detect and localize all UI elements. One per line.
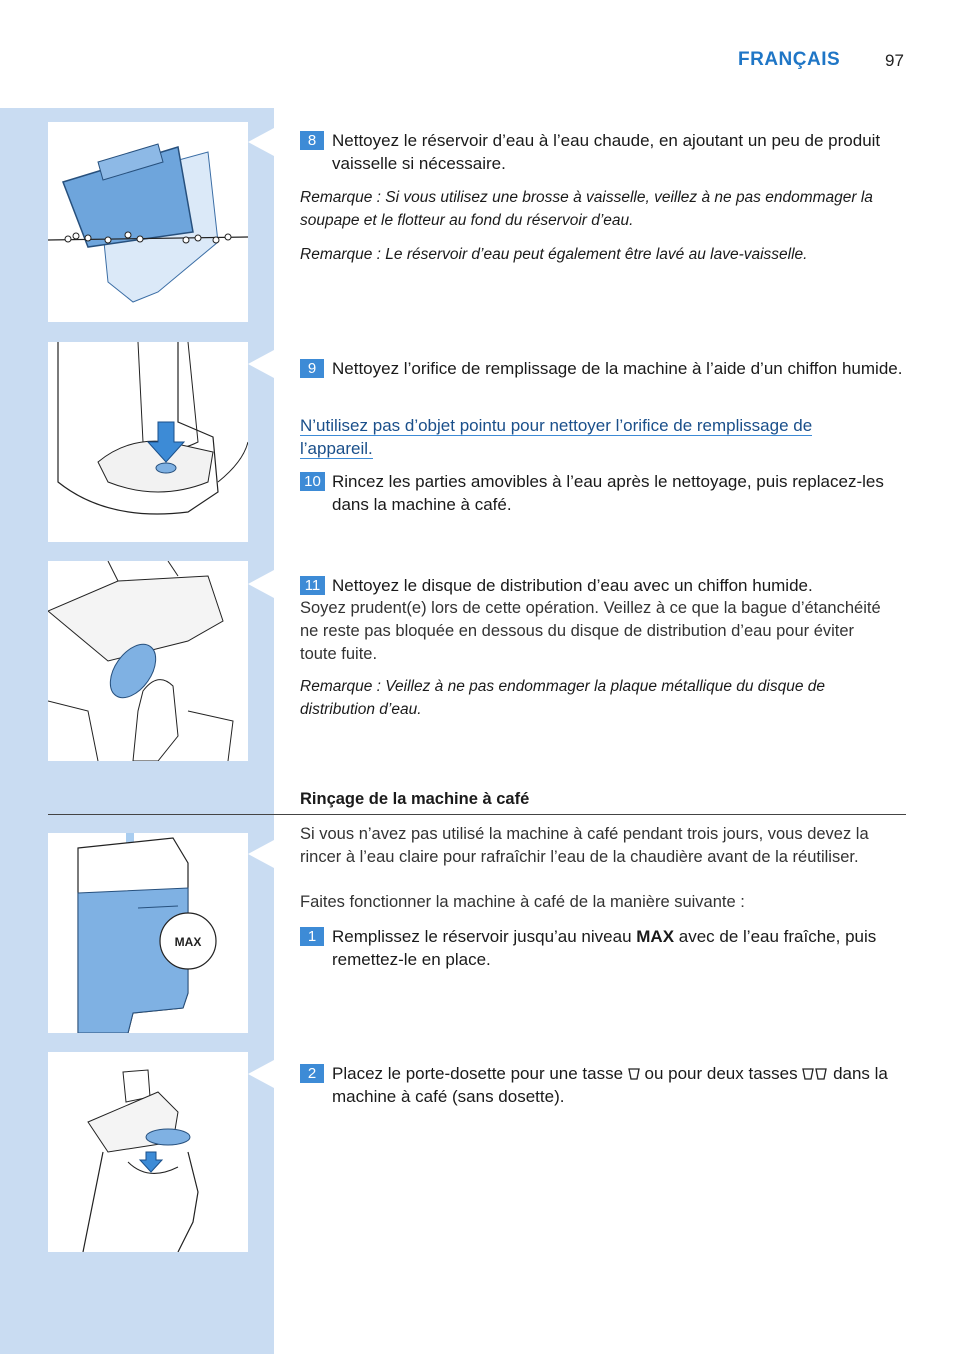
step-11-detail: Soyez prudent(e) lors de cette opération. Veillez à ce que la bague d’étanchéité ne reste pas bloquée en dessous du disque de distribution d’eau pour éviter toute fuite.	[300, 599, 881, 663]
fill-opening-arrow-icon	[48, 342, 248, 542]
figure-notch	[248, 570, 274, 598]
step-text-part: ou pour deux tasses	[639, 1064, 803, 1083]
distribution-disc-icon	[48, 561, 248, 761]
section-divider	[48, 814, 906, 815]
step-11	[300, 574, 910, 597]
step-text: Nettoyez l’orifice de remplissage de la machine à l’aide d’un chiffon humide.	[332, 359, 903, 378]
figure-notch	[248, 1060, 274, 1088]
step-text	[332, 925, 910, 971]
rinse-intro-2: Faites fonctionner la machine à café de la manière suivante :	[300, 893, 745, 911]
step-text	[332, 1062, 910, 1108]
step-number: 9	[300, 359, 324, 378]
figure-notch	[248, 128, 274, 156]
step-number: 11	[300, 576, 325, 595]
rinse-intro: Si vous n’avez pas utilisé la machine à café pendant trois jours, vous devez la rincer à l’eau claire pour rafraîchir l’eau de la chaudière avant de la réutiliser.	[300, 825, 869, 866]
step-number: 1	[300, 927, 324, 946]
step-10	[300, 470, 910, 516]
pod-holder-icon	[48, 1052, 248, 1252]
step-text-part: Remplissez le réservoir jusqu’au niveau	[332, 927, 637, 946]
rinse-step-2	[300, 1062, 910, 1108]
figure-notch	[248, 840, 274, 868]
step-text: Rincez les parties amovibles à l’eau après le nettoyage, puis replacez-les dans la machine à café.	[332, 472, 884, 514]
figure-distribution-disc	[48, 561, 248, 761]
step-text: Nettoyez le réservoir d’eau à l’eau chaude, en ajoutant un peu de produit vaisselle si nécessaire.	[332, 131, 881, 173]
warning-text: N’utilisez pas d’objet pointu pour nettoyer l’orifice de remplissage de l’appareil.	[300, 416, 813, 458]
water-tank-icon	[48, 122, 248, 322]
step-text-part: avec de l’eau fraîche, puis remettez-le en place.	[332, 927, 877, 969]
step-number: 10	[300, 472, 325, 491]
step-number: 2	[300, 1064, 324, 1083]
note-brush: Remarque : Si vous utilisez une brosse à vaisselle, veillez à ne pas endommager la soupape et le flotteur au fond du réservoir d’eau.	[300, 189, 873, 229]
warning-sharp-object	[300, 414, 880, 460]
step-9	[300, 357, 910, 380]
step-8	[300, 129, 910, 175]
note-metal-plate: Remarque : Veillez à ne pas endommager la plaque métallique du disque de distribution d’eau.	[300, 678, 826, 718]
figure-pod-holder	[48, 1052, 248, 1252]
section-title: Rinçage de la machine à café	[300, 790, 530, 808]
max-level-icon	[48, 833, 248, 1033]
figure-max-level	[48, 833, 248, 1033]
step-text-part: dans la machine à café (sans dosette).	[332, 1064, 888, 1106]
page-number: 97	[885, 51, 904, 70]
step-text: Nettoyez le disque de distribution d’eau avec un chiffon humide.	[332, 576, 813, 595]
figure-water-tank-washing	[48, 122, 248, 322]
max-bold-label: MAX	[636, 927, 675, 946]
language-header: FRANÇAIS	[738, 49, 841, 70]
figure-notch	[248, 350, 274, 378]
step-number: 8	[300, 131, 324, 150]
one-cup-icon	[628, 1064, 640, 1078]
figure-fill-opening	[48, 342, 248, 542]
note-dishwasher: Remarque : Le réservoir d’eau peut également être lavé au lave-vaisselle.	[300, 246, 808, 263]
step-text-part: Placez le porte-dosette pour une tasse	[332, 1064, 628, 1083]
rinse-step-1	[300, 925, 910, 971]
max-label: MAX	[174, 935, 202, 949]
two-cups-icon	[802, 1064, 828, 1078]
